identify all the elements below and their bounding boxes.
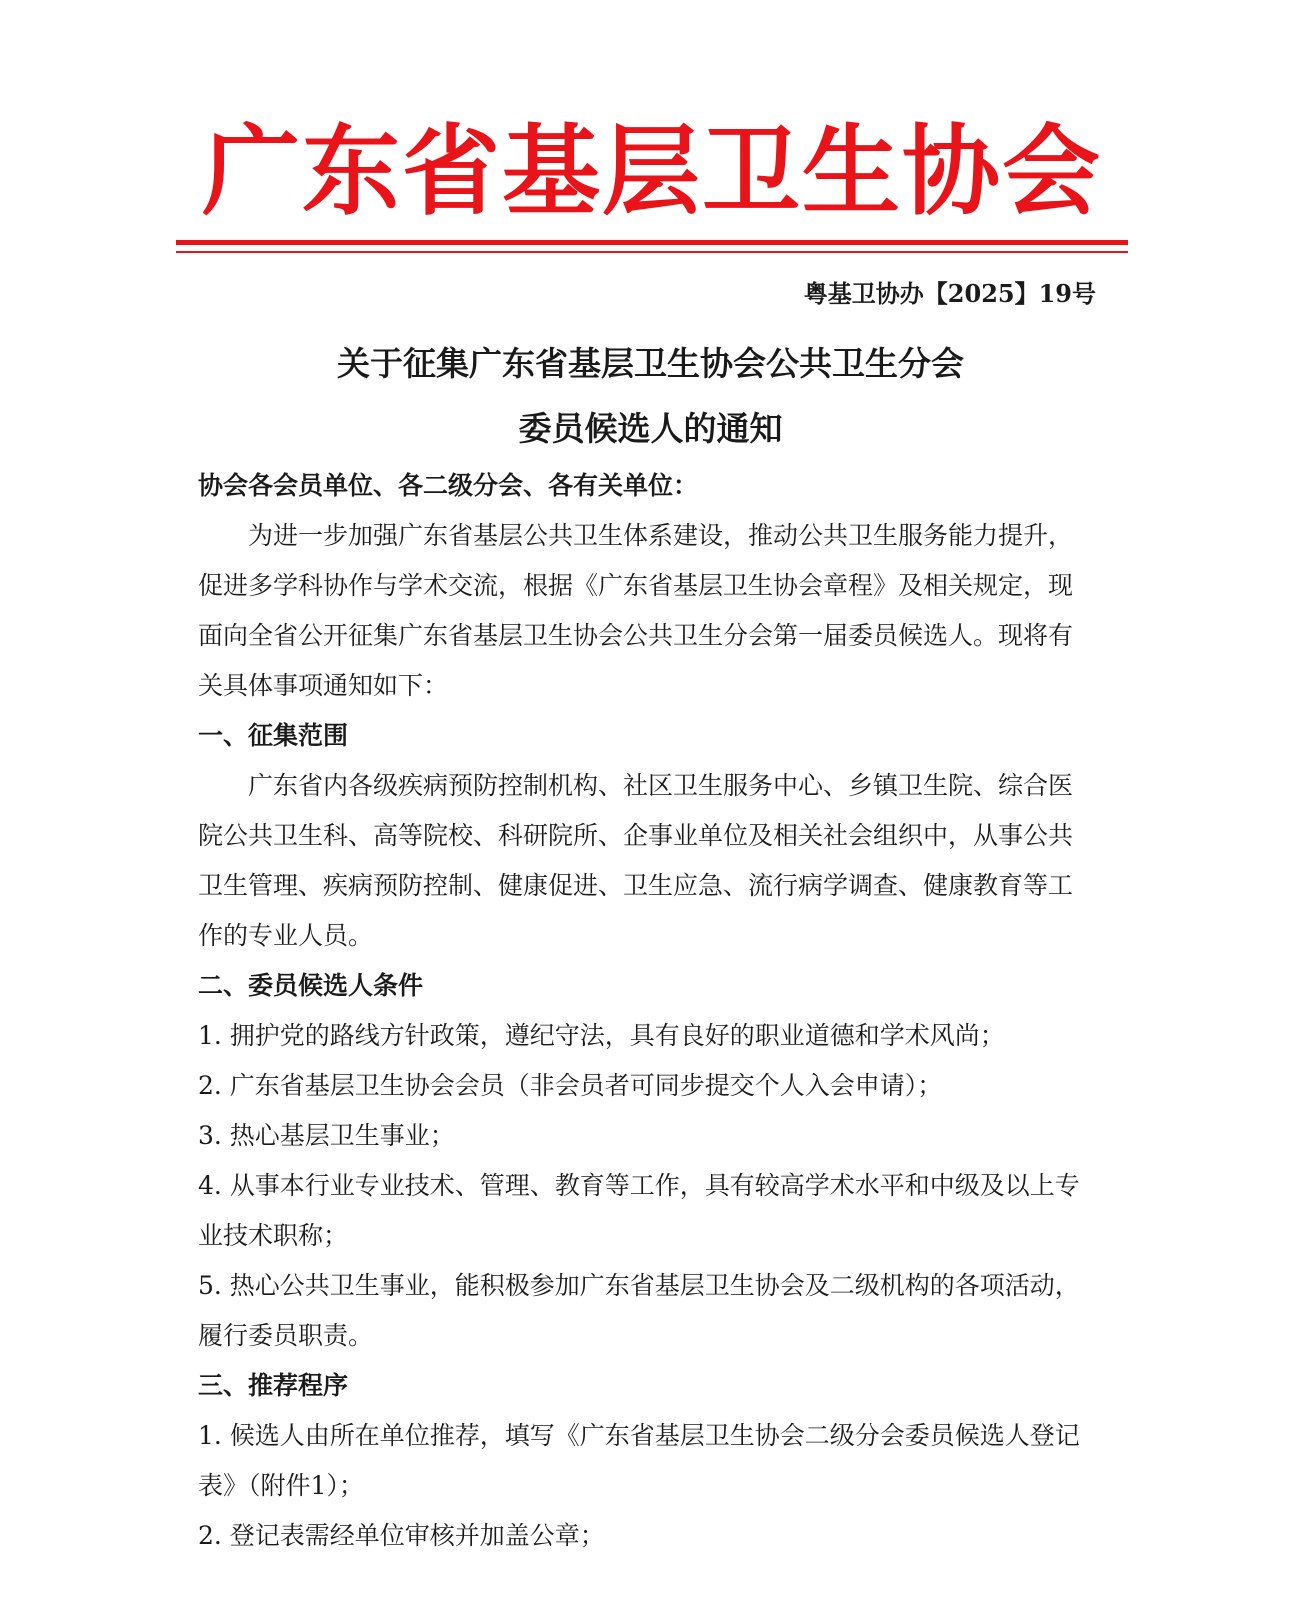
condition-item: 1. 拥护党的路线方针政策，遵纪守法，具有良好的职业道德和学术风尚； [198, 1021, 1005, 1050]
red-divider-thick [176, 240, 1128, 245]
condition-item: 2. 广东省基层卫生协会会员（非会员者可同步提交个人入会申请）； [198, 1071, 943, 1100]
salutation: 协会各会员单位、各二级分会、各有关单位： [198, 471, 699, 500]
notice-body [198, 461, 1093, 1561]
section-heading-conditions: 二、委员候选人条件 [198, 971, 424, 1000]
document-number: 粤基卫协办【2025】19号 [803, 279, 1096, 308]
notice-title-line-2: 委员候选人的通知 [518, 409, 783, 448]
condition-item: 4. 从事本行业专业技术、管理、教育等工作，具有较高学术水平和中级及以上专业技术职称； [198, 1171, 1080, 1250]
procedure-item: 1. 候选人由所在单位推荐，填写《广东省基层卫生协会二级分会委员候选人登记表》（附件1）； [198, 1421, 1080, 1500]
condition-item: 5. 热心公共卫生事业，能积极参加广东省基层卫生协会及二级机构的各项活动，履行委员职责。 [198, 1271, 1080, 1350]
procedure-item: 2. 登记表需经单位审核并加盖公章； [198, 1521, 605, 1550]
scope-paragraph: 广东省内各级疾病预防控制机构、社区卫生服务中心、乡镇卫生院、综合医院公共卫生科、高等院校、科研院所、企事业单位及相关社会组织中，从事公共卫生管理、疾病预防控制、健康促进、卫生应急、流行病学调查、健康教育等工作的专业人员。 [198, 771, 1074, 950]
intro-paragraph: 为进一步加强广东省基层公共卫生体系建设，推动公共卫生服务能力提升，促进多学科协作与学术交流，根据《广东省基层卫生协会章程》及相关规定，现面向全省公开征集广东省基层卫生协会公共卫生分会第一届委员候选人。现将有关具体事项通知如下： [198, 521, 1074, 700]
condition-item: 3. 热心基层卫生事业； [198, 1121, 455, 1150]
section-heading-scope: 一、征集范围 [198, 721, 349, 750]
section-heading-procedure: 三、推荐程序 [198, 1371, 349, 1400]
red-divider-thin [176, 251, 1128, 253]
masthead-title: 广东省基层卫生协会 [201, 115, 1102, 229]
notice-title-line-1: 关于征集广东省基层卫生协会公共卫生分会 [337, 344, 964, 383]
